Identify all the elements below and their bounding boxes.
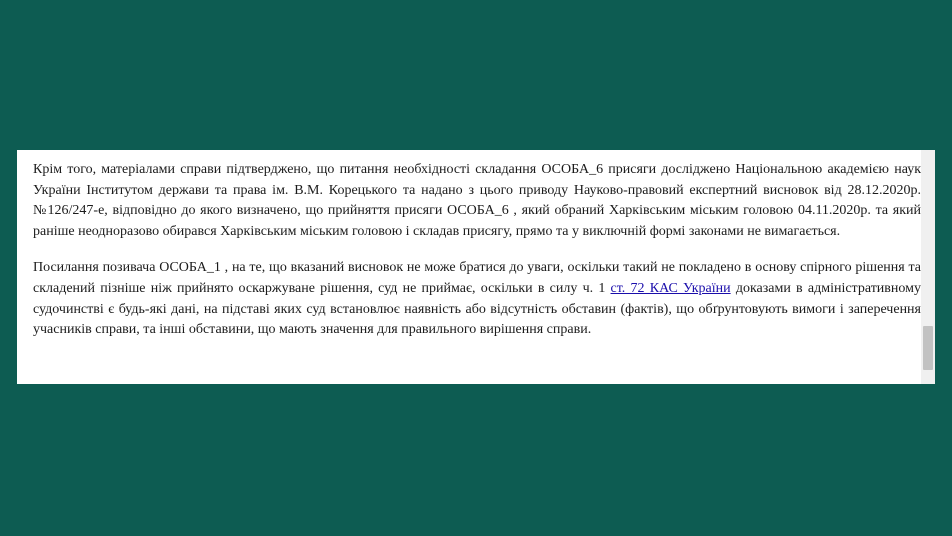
document-text bbox=[33, 160, 921, 357]
law-article-link[interactable]: ст. 72 КАС України bbox=[610, 280, 731, 296]
document-panel bbox=[17, 150, 935, 384]
paragraph-1: Крім того, матеріалами справи підтверджено, що питання необхідності складання ОСОБА_6 присяги досліджено Національною академією наук України Інститутом держави та права ім. В.М. Корецького та надано з цього приводу Науково-правовий експертний висновок від 28.12.2020р. №126/247-е, відповідно до якого визначено, що прийняття присяги ОСОБА_6 , який обраний Харківським міським головою 04.11.2020р. та який раніше неодноразово обирався Харківським міським головою і складав присягу, прямо та у виключній формі законами не вимагається. bbox=[33, 162, 921, 239]
scrollbar-thumb[interactable] bbox=[923, 326, 933, 370]
paragraph-2 bbox=[33, 258, 921, 340]
paragraph-2-text-start: Посилання позивача ОСОБА_1 , на те, що вказаний висновок не може братися до уваги, оскільки такий не покладено в основу спірного рішення та складений пізніше ніж прийнято оскаржуване рішення, суд не приймає, оскільки в силу ч. 1 bbox=[33, 260, 921, 296]
paragraph-2-text-end: доказами в адміністративному судочинстві є будь-які дані, на підставі яких суд встановлює наявність або відсутність обставин (фактів), що обґрунтовують вимоги і заперечення учасників справи, та інші обставини, що мають значення для правильного вирішення справи. bbox=[33, 280, 921, 338]
vertical-scrollbar[interactable] bbox=[921, 150, 935, 384]
